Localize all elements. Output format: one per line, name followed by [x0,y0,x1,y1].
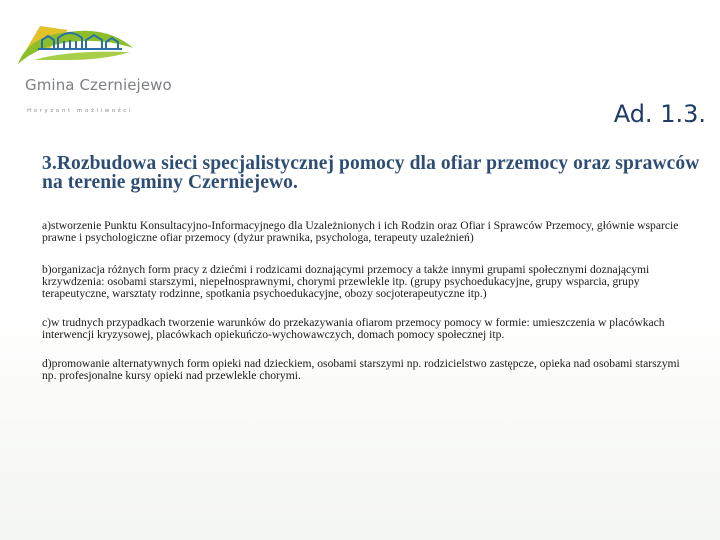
logo-tagline: Horyzont możliwości [27,108,134,114]
gmina-logo [8,20,172,114]
slide-heading: 3.Rozbudowa sieci specjalistycznej pomocy dla ofiar przemocy oraz sprawców na terenie gminy Czerniejewo. [42,153,700,193]
list-item: c)w trudnych przypadkach tworzenie warunków do przekazywania ofiarom przemocy pomocy w formie: umieszczenia w placówkach interwencji kryzysowej, placówkach opiekuńczo-wychowawczych, domach pomocy społecznej itp. [42,316,665,341]
item-list [42,220,697,399]
list-item: d)promowanie alternatywnych form opieki nad dzieckiem, osobami starszymi np. rodzicielstwo zastępcze, opieka nad osobami starszymi np. profesjonalne kursy opieki nad przewlekle chorymi. [42,357,680,382]
list-item: a)stworzenie Punktu Konsultacyjno-Informacyjnego dla Uzależnionych i ich Rodzin oraz Ofiar i Sprawców Przemocy, głównie wsparcie prawne i psychologiczne ofiar przemocy (dyżur prawnika, psychologa, terapeuty uzależnień) [42,219,679,244]
logo-name: Gmina Czerniejewo [25,76,172,94]
list-item: b)organizacja różnych form pracy z dziećmi i rodzicami doznającymi przemocy a także innymi grupami społecznymi doznającymi krzywdzenia: osobami starszymi, niepełnosprawnymi, chorymi przewlekle itp. (grupy psychoedukacyjne, grupy wsparcia, grupy terapeutyczne, warsztaty rodzinne, spotkania psychoedukacyjne, obozy socjoterapeutyczne itp.) [42,263,650,300]
town-emblem-icon [8,20,168,80]
slide-number: Ad. 1.3. [613,100,706,128]
